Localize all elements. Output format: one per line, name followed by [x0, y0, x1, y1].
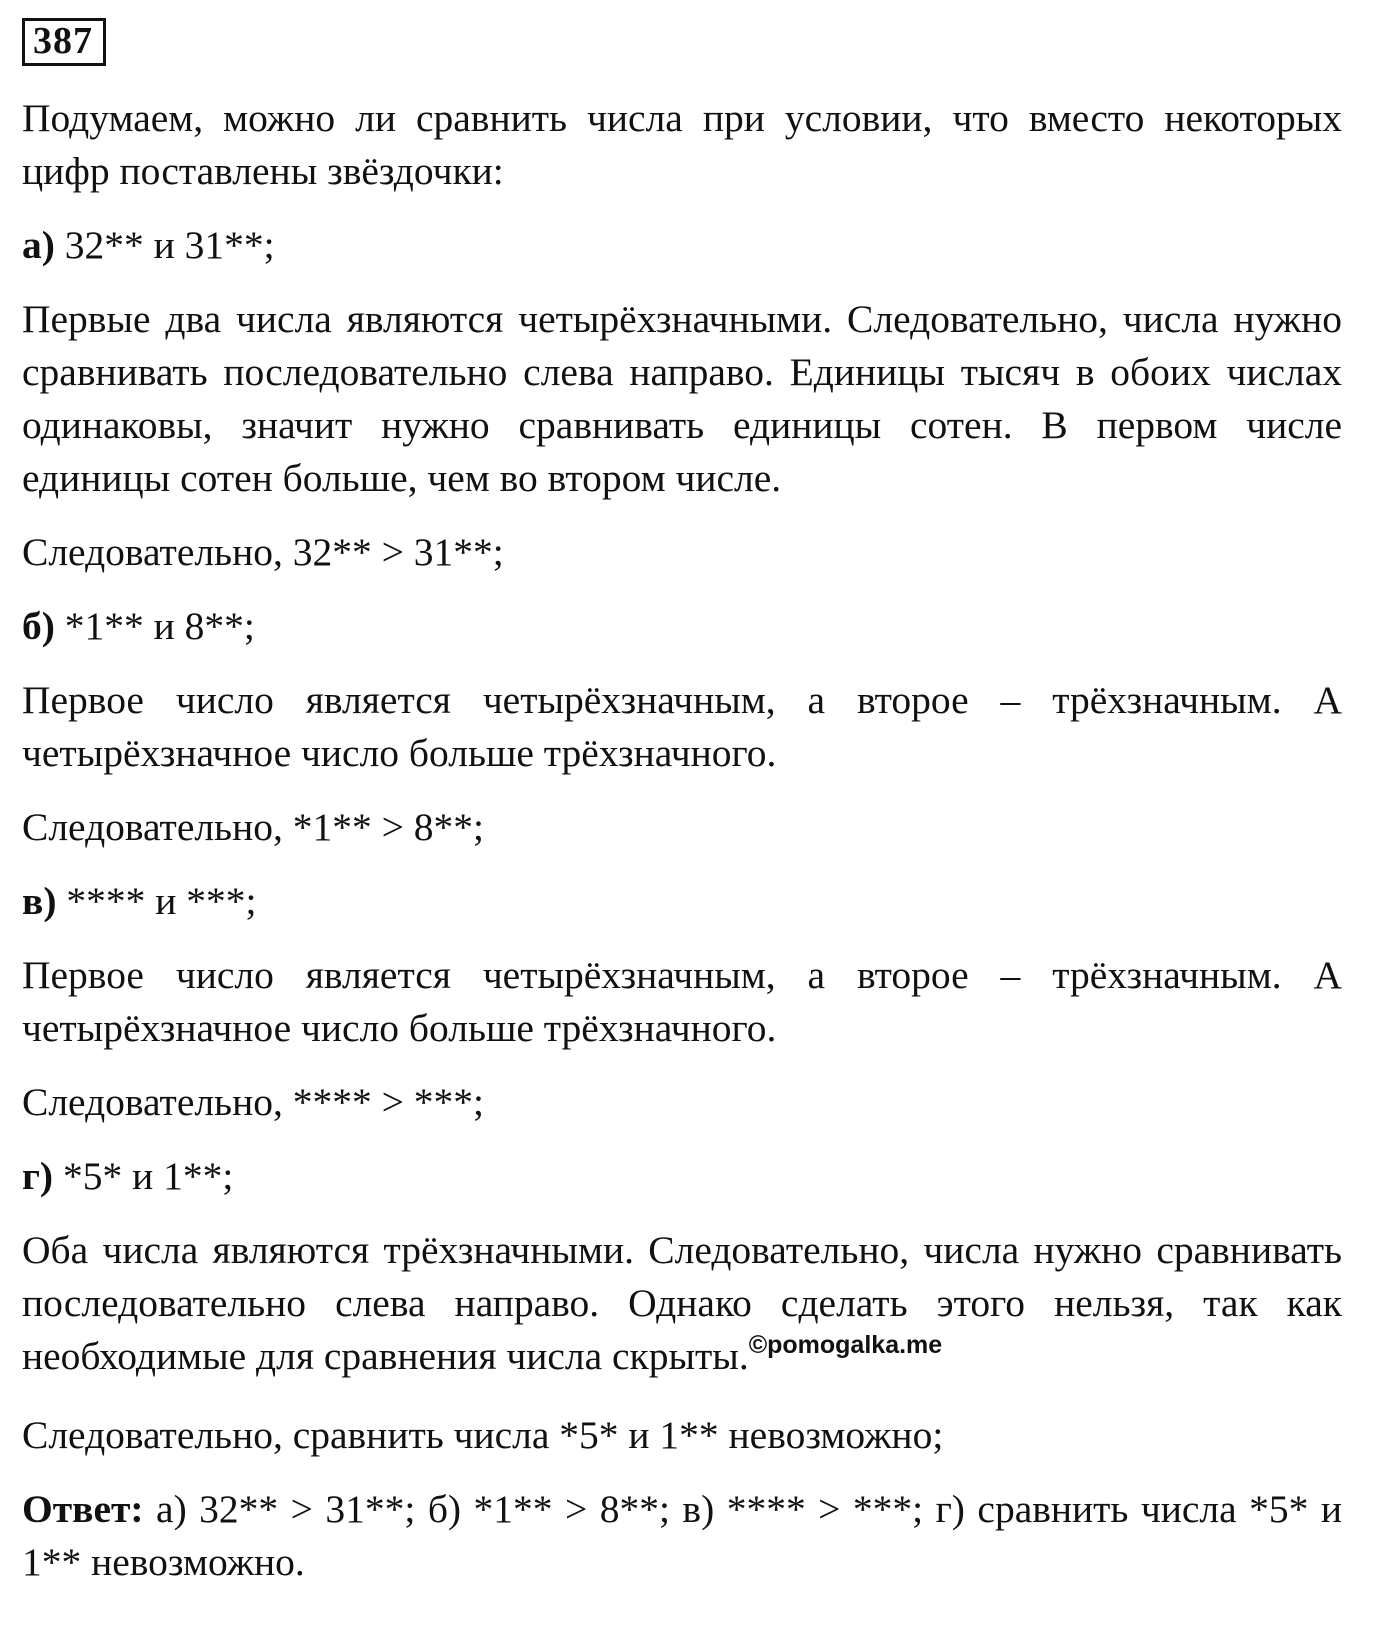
- part-a-label: а): [22, 223, 55, 267]
- part-d-explanation-text: Оба числа являются трёхзначными. Следовательно, числа нужно сравнивать последовательно слева направо. Однако сделать этого нельзя, так как необходимые для сравнения числа скрыты.: [22, 1228, 1342, 1378]
- part-d-label: г): [22, 1154, 54, 1198]
- part-a-conclusion: Следовательно, 32** > 31**;: [22, 530, 504, 574]
- part-d-conclusion: Следовательно, сравнить числа *5* и 1** невозможно;: [22, 1413, 944, 1457]
- intro-text: Подумаем, можно ли сравнить числа при условии, что вместо некоторых цифр поставлены звёздочки:: [22, 96, 1342, 193]
- answer-label: Ответ:: [22, 1487, 144, 1531]
- part-c-label: в): [22, 879, 57, 923]
- part-c-explanation: Первое число является четырёхзначным, а второе – трёхзначным. А четырёхзначное число больше трёхзначного.: [22, 953, 1342, 1050]
- part-d-question-text: *5* и 1**;: [62, 1154, 234, 1198]
- answer-text: а) 32** > 31**; б) *1** > 8**; в) **** > ***; г) сравнить числа *5* и 1** невозможно.: [22, 1487, 1342, 1584]
- part-b-question-text: *1** и 8**;: [64, 604, 255, 648]
- part-a-question-text: 32** и 31**;: [64, 223, 275, 267]
- task-number-box: 387: [22, 18, 106, 66]
- solution-page: [22, 18, 1342, 1589]
- part-b-question: [22, 600, 1342, 653]
- part-c-conclusion: Следовательно, **** > ***;: [22, 1080, 484, 1124]
- part-b-label: б): [22, 604, 55, 648]
- answer-paragraph: [22, 1483, 1342, 1589]
- part-b-explanation: Первое число является четырёхзначным, а второе – трёхзначным. А четырёхзначное число больше трёхзначного.: [22, 678, 1342, 775]
- part-b-conclusion: Следовательно, *1** > 8**;: [22, 805, 484, 849]
- part-c-question-text: **** и ***;: [66, 879, 257, 923]
- site-watermark: ©pomogalka.me: [748, 1331, 943, 1359]
- part-a-explanation: Первые два числа являются четырёхзначными. Следовательно, числа нужно сравнивать последовательно слева направо. Единицы тысяч в обоих числах одинаковы, значит нужно сравнивать единицы сотен. В первом числе единицы сотен больше, чем во втором числе.: [22, 297, 1342, 500]
- part-c-question: [22, 875, 1342, 928]
- part-d-question: [22, 1150, 1342, 1203]
- part-a-question: [22, 219, 1342, 272]
- part-d-explanation: [22, 1224, 1342, 1388]
